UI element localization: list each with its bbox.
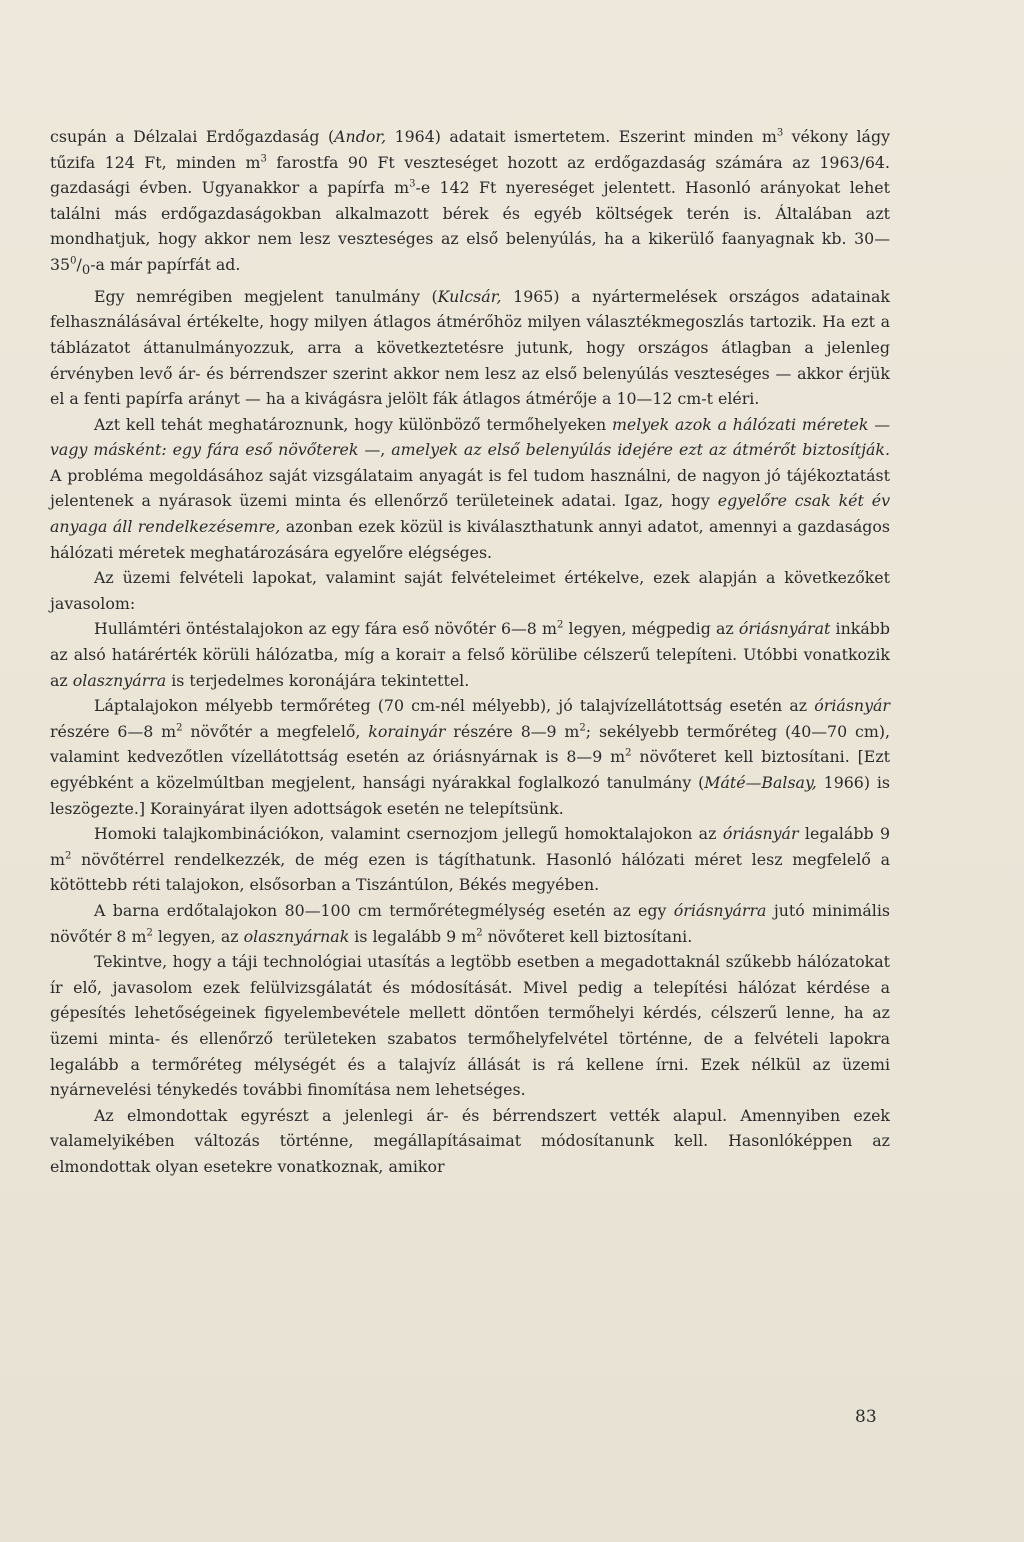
text-run: Hullámtéri öntéstalajokon az egy fára eső növőtér 6—8 m <box>94 619 557 639</box>
text-run: -a már papírfát ad. <box>90 254 241 274</box>
text-run: / <box>76 254 82 274</box>
text-run: A probléma megoldásához saját vizsgálataim anyagát is fel tudom használni, de nagyon jó tájékoztatást jelentenek a nyárasok üzemi minta és ellenőrző területeinek adatai. Igaz, hogy <box>50 465 890 511</box>
italic-text: korainyár <box>368 721 446 741</box>
paragraph <box>50 898 890 949</box>
paragraph <box>50 1103 890 1180</box>
text-run: farostfa 90 Ft veszteséget hozott az erdőgazdaság számára az 1963/64. gazdasági évben. Ugyanakkor a papírfa m <box>50 152 890 198</box>
text-run: Homoki talajkombinációkon, valamint csernozjom jellegű homoktalajokon az <box>94 824 723 844</box>
superscript: 2 <box>625 748 632 760</box>
italic-text: egyelőre csak két év anyaga áll rendelkezésemre, <box>50 491 891 537</box>
text-run: részére 6—8 m <box>50 721 177 741</box>
italic-text: óriásnyárat <box>738 619 831 639</box>
text-run: —, <box>358 440 392 460</box>
superscript: 3 <box>260 153 267 165</box>
text-run: A barna erdőtalajokon 80—100 cm termőrétegmélység esetén az egy <box>94 900 674 920</box>
superscript: 0 <box>70 255 77 267</box>
italic-text: melyek azok a hálózati méretek — vagy másként: egy fára eső növőterek <box>50 414 890 460</box>
paragraph <box>50 949 890 1103</box>
text-run: 1966) is leszögezte.] Korainyárat ilyen adottságok esetén ne telepítsünk. <box>50 773 890 818</box>
text-run: Az elmondottak egyrészt a jelenlegi ár- és bérrendszert vették alapul. Amennyiben ezek valamelyikében változás történne, megállapításaimat módosítanunk kell. Hasonlóképpen az elmondottak olyan esetekre vonatkoznak, amikor <box>50 1105 890 1176</box>
italic-text: óriásnyár <box>814 696 890 716</box>
italic-text: Andor, <box>334 127 387 146</box>
superscript: 2 <box>476 927 483 939</box>
superscript: 2 <box>64 850 72 862</box>
text-run: részére 8—9 m <box>445 721 580 741</box>
text-run: Láptalajokon mélyebb termőréteg (70 cm-nél mélyebb), jó talajvízellátottság esetén az <box>94 696 815 716</box>
superscript: 2 <box>579 722 586 734</box>
superscript: 3 <box>409 178 416 190</box>
superscript: 2 <box>556 620 564 632</box>
text-run: legalább 9 m <box>50 824 890 869</box>
text-run: Azt kell tehát meghatároznunk, hogy különböző termőhelyeken <box>94 414 612 434</box>
italic-text: olasznyárra <box>72 670 167 690</box>
text-run: csupán a Délzalai Erdőgazdaság ( <box>50 127 335 146</box>
text-run: legyen, mégpedig az <box>563 619 739 639</box>
text-run: jutó minimális növőtér 8 m <box>50 900 890 946</box>
text-run: is terjedelmes koronájára tekintettel. <box>166 670 470 690</box>
italic-text: Kulcsár, <box>437 286 502 306</box>
paragraph <box>50 412 890 566</box>
text-run: is legalább 9 m <box>349 926 477 946</box>
text-run: növőtérrel rendelkezzék, de még ezen is tágíthatunk. Hasonló hálózati méret lesz megfelelő a kötöttebb réti talajokon, elsősorban a Tiszántúlon, Békés megyében. <box>50 849 890 895</box>
paragraph <box>50 284 890 412</box>
text-run: növőtér a megfelelő, <box>182 721 369 741</box>
text-run: legyen, az <box>152 926 244 946</box>
italic-text: Máté—Balsay, <box>704 773 817 792</box>
page-number: 83 <box>855 1407 877 1427</box>
text-run: Tekintve, hogy a táji technológiai utasítás a legtöbb esetben a megadottaknál szűkebb hálózatokat ír elő, javasolom ezek felülvizsgálatát és módosítását. Mivel pedig a telepítési hálózat kérdése a gépesítés lehetőségeinek figyelembevétele mellett döntően termőhelyi kérdés, célszerű lenne, ha az üzemi minta- és ellenőrző területeken szabatos termőhelyfelvétel történne, de a felvételi lapokra legalább a termőréteg mélységét és a talajvíz állását is rá kellene írni. Ezek nélkül az üzemi nyárnevelési ténykedés további finomítása nem lehetséges. <box>50 952 890 1100</box>
italic-text: amelyek az első belenyúlás idejére ezt az átmérőt biztosítják. <box>391 440 890 460</box>
paragraph <box>50 821 890 898</box>
text-run: azonban ezek közül is kiválaszthatunk annyi adatot, amennyi a gazdaságos hálózati méretek meghatározására egyelőre elégséges. <box>50 517 890 562</box>
text-run: 1964) adatait ismertetem. Eszerint minden m <box>386 127 777 146</box>
text-run: növőteret kell biztosítani. [Ezt egyébként a közelmúltban megjelent, hansági nyárakkal foglalkozó tanulmány ( <box>50 747 890 792</box>
text-run: vékony lágy tűzifa 124 Ft, minden m <box>50 127 890 172</box>
text-run: növőteret kell biztosítani. <box>482 926 693 946</box>
italic-text: olasznyárnak <box>243 926 350 946</box>
paragraph <box>50 124 890 284</box>
body-text <box>50 124 890 1180</box>
text-run: -e 142 Ft nyereséget jelentett. Hasonló arányokat lehet találni más erdőgazdaságokban alkalmazott bérek és egyéb költségek terén is. Általában azt mondhatjuk, hogy akkor nem lesz veszteséges az első belenyúlás, ha a kikerülő faanyagnak kb. 30—35 <box>50 178 890 274</box>
superscript: 2 <box>176 722 183 734</box>
text-run: Egy nemrégiben megjelent tanulmány ( <box>94 286 438 306</box>
paragraph <box>50 616 890 693</box>
superscript: 3 <box>776 127 784 139</box>
subscript: 0 <box>81 263 91 279</box>
text-run: ; sekélyebb termőréteg (40—70 cm), valamint kedvezőtlen vízellátottság esetén az óriásnyárnak is 8—9 m <box>50 721 891 767</box>
paragraph <box>50 693 890 821</box>
paragraph <box>50 565 890 616</box>
italic-text: óriásnyár <box>722 824 799 844</box>
superscript: 2 <box>146 927 153 939</box>
text-run: Az üzemi felvételi lapokat, valamint saját felvételeimet értékelve, ezek alapján a következőket javasolom: <box>50 568 890 613</box>
text-run: 1965) a nyártermelések országos adatainak felhasználásával értékelte, hogy milyen átlagos átmérőhöz milyen választékmegoszlás tartozik. Ha ezt a táblázatot áttanulmányozzuk, arra a következtetésre jutunk, hogy országos átlagban a jelenleg érvényben levő ár- és bérrendszer szerint akkor nem lesz az első belenyúlás veszteséges — akkor érjük el a fenti papírfa arányt — ha a kivágásra jelölt fák átlagos átmérője a 10—12 cm-t eléri. <box>50 286 890 409</box>
italic-text: óriásnyárra <box>673 900 767 920</box>
text-run: inkább az alsó határérték körüli hálózatba, míg a koraiт a felső körülibe célszerű telepíteni. Utóbbi vonatkozik az <box>50 619 890 690</box>
